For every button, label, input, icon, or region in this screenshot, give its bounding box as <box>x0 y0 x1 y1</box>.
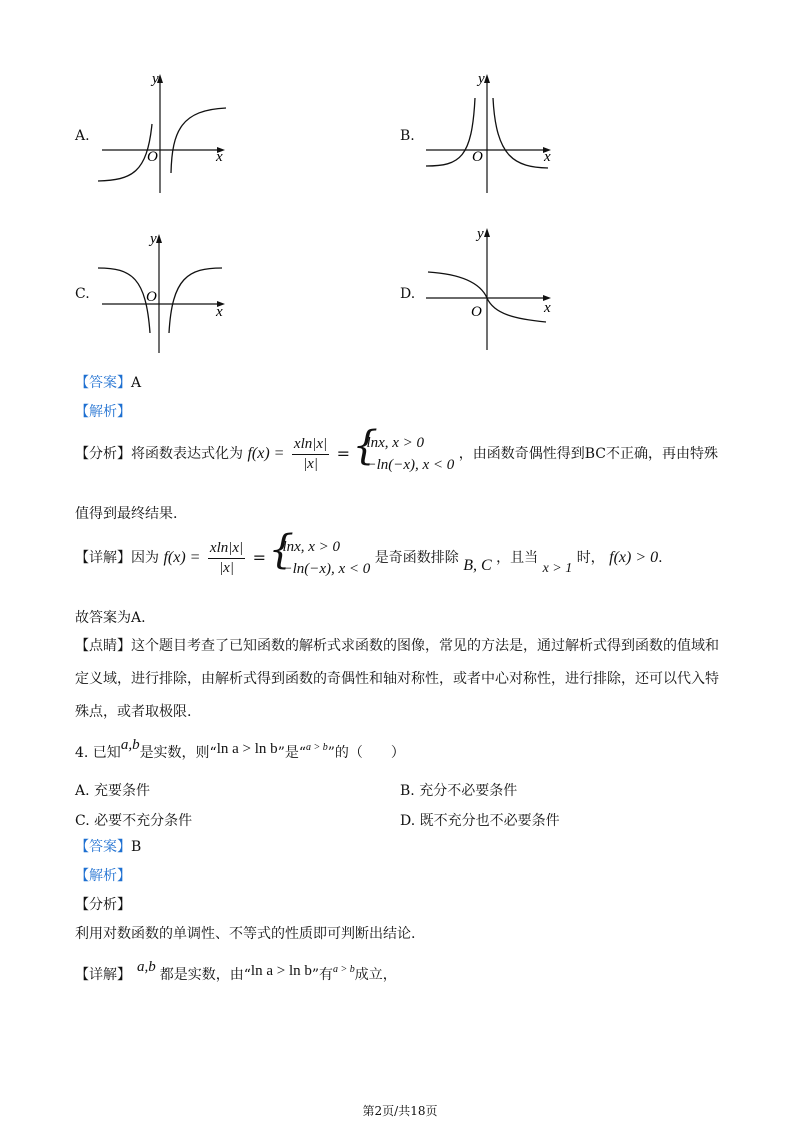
graph-d-x-label: x <box>544 300 551 316</box>
graph-option-c <box>92 228 272 358</box>
q4-x-mid: 都是实数，由“ <box>159 967 251 983</box>
q4-choice-b: B. 充分不必要条件 <box>400 783 518 799</box>
q3-fenxi-line2: 值得到最终结果. <box>75 506 178 522</box>
q3-xiangjie-line: 【详解】因为 f(x) = $\frac{xln|x|}{|x|}$ = { lnx, x > 0 −ln(−x), x < 0 是奇函数排除 B, C ，且当 x > 1 时， f(x) > 0. <box>75 536 663 580</box>
q4-fenxi-tag-line: 【分析】 <box>75 897 131 913</box>
q4-x-cond2: a > b <box>333 964 355 975</box>
q3-cases-2: { lnx, x > 0 −ln(−x), x < 0 <box>270 536 370 580</box>
q4-answer: B <box>131 839 142 855</box>
q3-excluded: B, C <box>463 557 492 574</box>
q4-stem-mid2: ”是“ <box>277 745 307 761</box>
q4-x-vars: a,b <box>137 959 156 975</box>
q3-case-1: lnx, x > 0 <box>366 435 425 451</box>
q3-conclusion: 故答案为A. <box>75 610 146 626</box>
q3-dianjing-line1 <box>75 639 719 653</box>
graph-b-svg <box>420 68 600 198</box>
q4-analysis-tag: 【解析】 <box>75 868 131 884</box>
graph-c-y-label: y <box>150 231 157 247</box>
q4-stem-mid: 是实数，则“ <box>139 745 217 761</box>
q3-dianjing-line3: 殊点，或者取极限. <box>75 704 192 720</box>
graph-c-x-label: x <box>216 304 223 320</box>
q3-frac-den-2: |x| <box>219 559 234 576</box>
q3-frac-den: |x| <box>303 455 318 472</box>
q4-cond1: ln a > ln b <box>216 741 278 757</box>
q4-analysis-tag-line <box>75 869 131 883</box>
q3-fenxi-tag: 【分析】 <box>75 446 131 462</box>
q3-fenxi-pre: 将函数表达式化为 <box>131 446 243 462</box>
option-d-label: D. <box>400 286 416 302</box>
q4-xiangjie-tag: 【详解】 <box>75 967 131 983</box>
q3-result: f(x) > 0 <box>609 549 659 566</box>
q3-answer-line <box>75 376 141 390</box>
q3-f-lhs-2: f(x) = <box>163 549 201 566</box>
q3-f-lhs: f(x) = <box>247 445 285 462</box>
q3-cases: { lnx, x > 0 −ln(−x), x < 0 <box>354 432 454 476</box>
q3-fraction <box>292 437 329 472</box>
q3-dianjing-line2: 定义域，进行排除，由解析式得到函数的奇偶性和轴对称性，或者中心对称性，进行排除，还可以代入特 <box>75 671 719 687</box>
graph-c-svg <box>92 228 272 358</box>
q4-stem <box>75 738 405 760</box>
graph-d-origin: O <box>471 304 482 320</box>
page-footer: 第2页/共18页 <box>362 1104 438 1118</box>
q3-xiangjie-pre: 因为 <box>131 550 159 566</box>
q4-x-cond1: ln a > ln b <box>250 963 312 979</box>
graph-b-origin: O <box>472 149 483 165</box>
q4-stem-end: ”的（ ） <box>327 745 405 761</box>
option-b-label: B. <box>400 128 415 144</box>
graph-a-x-label: x <box>216 149 223 165</box>
q3-fenxi-post: ，由函数奇偶性得到BC不正确，再由特殊 <box>458 446 719 462</box>
q3-frac-num: xln|x| <box>292 437 329 455</box>
q4-fenxi-text: 利用对数函数的单调性、不等式的性质即可判断出结论. <box>75 926 416 942</box>
q3-xiangjie-tag: 【详解】 <box>75 550 131 566</box>
q3-fenxi-line: 【分析】将函数表达式化为 f(x) = $\frac{xln|x|}{|x|}$ = { lnx, x > 0 −ln(−x), x < 0 ，由函数奇偶性得到BC不正确，再由特殊 <box>75 432 718 476</box>
q4-number: 4. 已知 <box>75 745 121 761</box>
q3-xiangjie-mid: 是奇函数排除 <box>374 550 459 566</box>
q4-x-end: 成立， <box>354 967 397 983</box>
graph-b-x-label: x <box>544 149 551 165</box>
q4-choice-c: C. 必要不充分条件 <box>75 813 193 829</box>
q3-fraction-2 <box>208 541 245 576</box>
q3-case-2b: −ln(−x), x < 0 <box>282 561 371 577</box>
q4-xiangjie-line <box>75 960 397 982</box>
q3-dianjing-l1: 这个题目考查了已知函数的解析式求函数的图像，常见的方法是，通过解析式得到函数的值域和 <box>131 638 719 654</box>
graph-b-y-label: y <box>478 71 485 87</box>
graph-c-origin: O <box>146 289 157 305</box>
graph-option-a <box>92 68 272 198</box>
q3-cond: x > 1 <box>542 561 573 576</box>
q3-case-2: −ln(−x), x < 0 <box>366 457 455 473</box>
option-a-label: A. <box>75 128 90 144</box>
q4-choice-d: D. 既不充分也不必要条件 <box>400 813 560 829</box>
graph-a-y-label: y <box>152 71 159 87</box>
q4-answer-tag: 【答案】 <box>75 839 131 855</box>
q4-vars: a,b <box>120 737 140 753</box>
option-c-label: C. <box>75 286 90 302</box>
q3-result-end: . <box>658 550 663 566</box>
q4-choice-a: A. 充要条件 <box>75 783 151 799</box>
q4-answer-line <box>75 840 141 854</box>
q3-answer-tag: 【答案】 <box>75 375 131 391</box>
graph-a-svg <box>92 68 272 198</box>
q3-analysis-tag: 【解析】 <box>75 404 131 420</box>
q4-cond2: a > b <box>306 742 328 753</box>
q4-x-mid2: ”有 <box>311 967 334 983</box>
graph-a-origin: O <box>147 149 158 165</box>
q3-analysis-tag-line <box>75 405 131 419</box>
graph-d-y-label: y <box>477 226 484 242</box>
graph-option-d <box>420 222 600 352</box>
graph-d-svg <box>420 222 600 352</box>
q3-xiangjie-shi: 时， <box>576 550 605 566</box>
q3-answer: A <box>131 375 142 391</box>
q3-case-1b: lnx, x > 0 <box>282 539 341 555</box>
q3-xiangjie-and: ，且当 <box>496 550 539 566</box>
graph-option-b <box>420 68 600 198</box>
q3-dianjing-tag: 【点睛】 <box>75 638 131 654</box>
q3-frac-num-2: xln|x| <box>208 541 245 559</box>
